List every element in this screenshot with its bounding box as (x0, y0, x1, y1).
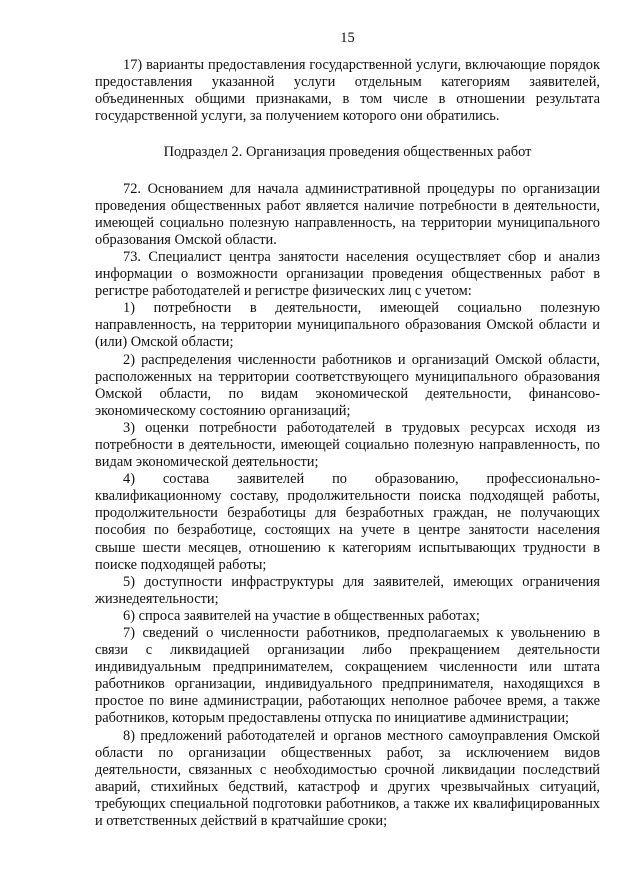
list-item-8: 8) предложений работодателей и органов местного самоуправления Омской области по организации общественных работ, за исключением видов деятельности, связанных с необходимостью срочной ликвидации последствий аварий, стихийных бедствий, катастроф и других чрезвычайных ситуаций, требующих специальной подготовки работников, а также их квалифицированных и ответственных действий в кратчайшие сроки; (95, 727, 600, 830)
list-item-5: 5) доступности инфраструктуры для заявителей, имеющих ограничения жизнедеятельности; (95, 573, 600, 607)
paragraph-72: 72. Основанием для начала административной процедуры по организации проведения общественных работ является наличие потребности в деятельности, имеющей социально полезную направленность, на территории муниципального образования Омской области. (95, 180, 600, 248)
list-item-3: 3) оценки потребности работодателей в трудовых ресурсах исходя из потребности в деятельности, имеющей социально полезную направленность, по видам экономической деятельности; (95, 419, 600, 471)
list-item-4: 4) состава заявителей по образованию, профессионально-квалификационному составу, продолжительности поиска подходящей работы, продолжительности безработицы для безработных граждан, не получающих пособия по безработице, состоящих на учете в центре занятости населения свыше шести месяцев, отношению к категориям испытывающих трудности в поиске подходящей работы; (95, 471, 600, 573)
paragraph-item-17: 17) варианты предоставления государственной услуги, включающие порядок предоставления указанной услуги отдельным категориям заявителей, объединенных общими признаками, в том числе в отношении результата государственной услуги, за получением которого они обратились. (95, 57, 600, 125)
paragraph-73: 73. Специалист центра занятости населения осуществляет сбор и анализ информации о возможности организации проведения общественных работ в регистре работодателей и регистре физических лиц с учетом: (95, 248, 600, 300)
list-item-7: 7) сведений о численности работников, предполагаемых к увольнению в связи с ликвидацией организации либо прекращением деятельности индивидуальным предпринимателем, сокращением численности или штата работников организации, индивидуального предпринимателя, находящихся в простое по вине администрации, работающих неполное рабочее время, а также работников, которым предоставлены отпуска по инициативе администрации; (95, 625, 600, 727)
list-item-6: 6) спроса заявителей на участие в общественных работах; (123, 607, 480, 624)
list-item-1: 1) потребности в деятельности, имеющей социально полезную направленность, на территории муниципального образования Омской области и (или) Омской области; (95, 300, 600, 351)
list-item-2: 2) распределения численности работников и организаций Омской области, расположенных на территории соответствующего муниципального образования Омской области, по видам экономической деятельности, финансово-экономическому состоянию организаций; (95, 351, 600, 419)
page-number: 15 (340, 30, 355, 46)
subsection-heading: Подраздел 2. Организация проведения общественных работ (163, 144, 532, 161)
